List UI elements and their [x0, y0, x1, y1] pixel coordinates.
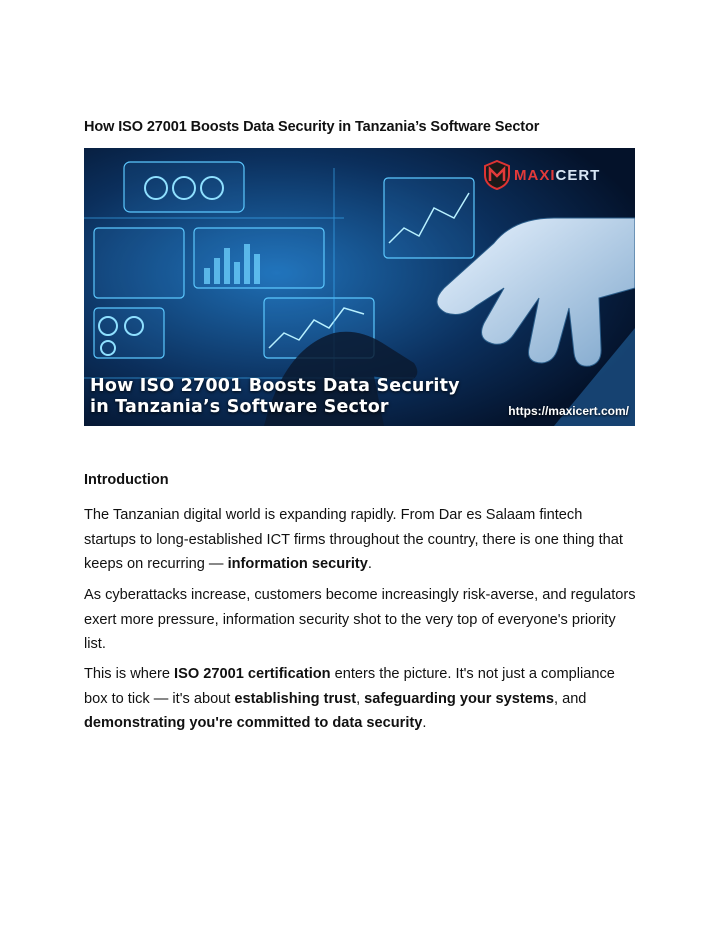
- p1-bold-1: information security: [227, 556, 368, 572]
- logo-wordmark: MAXICERT: [514, 166, 601, 184]
- hero-caption: [90, 376, 460, 418]
- article-title: How ISO 27001 Boosts Data Security in Tanzania’s Software Sector: [84, 119, 540, 135]
- p3-bold-3: safeguarding your systems: [364, 690, 554, 707]
- p3-text-1: This is where: [84, 666, 175, 682]
- p3-text-3: ,: [356, 690, 365, 707]
- p3-text-4: , and: [553, 690, 587, 707]
- p1-text-1: The Tanzanian digital world is expanding rapidly. From Dar es Salaam fintech startups to long-established ICT firms throughout the country, there is one thing that keeps on recurring —: [84, 507, 623, 572]
- paragraph-1: [84, 503, 636, 577]
- p3-text-5: .: [422, 715, 427, 731]
- hero-url: https://maxicert.com/: [508, 404, 629, 418]
- p3-text-2: enters the picture. It's not just a compliance box to tick — it's about: [84, 666, 615, 707]
- p2-text-1: As cyberattacks increase, customers become increasingly risk-averse, and regulators exert more pressure, information security shot to the very top of everyone's priority list.: [84, 587, 636, 652]
- maxicert-logo: [484, 160, 600, 190]
- hero-caption-line1: How ISO 27001 Boosts Data Security: [90, 376, 460, 396]
- paragraph-2: [84, 583, 636, 657]
- shield-icon: [484, 160, 510, 190]
- hero-image: [84, 148, 635, 426]
- p3-bold-1: ISO 27001 certification: [174, 666, 331, 682]
- paragraph-3: [84, 662, 636, 736]
- p1-text-2: .: [367, 556, 372, 572]
- section-heading: Introduction: [84, 472, 169, 488]
- hero-caption-line2: in Tanzania’s Software Sector: [90, 397, 389, 417]
- p3-bold-4: demonstrating you're committed to data security: [84, 715, 423, 731]
- p3-bold-2: establishing trust: [234, 690, 357, 707]
